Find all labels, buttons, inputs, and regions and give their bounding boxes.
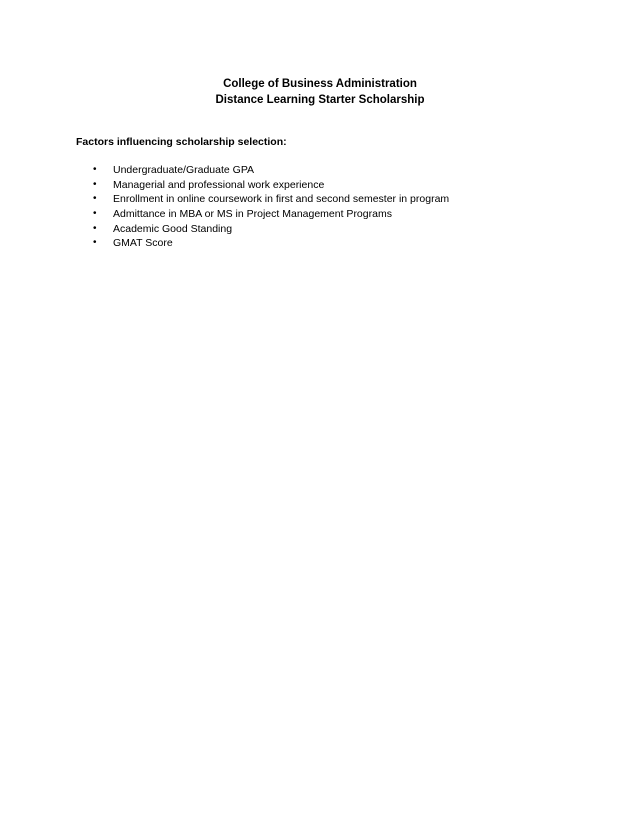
bullet-icon: • xyxy=(93,208,97,220)
factor-text: Managerial and professional work experience xyxy=(113,178,325,191)
list-item xyxy=(0,192,640,207)
factor-text: Enrollment in online coursework in first and second semester in program xyxy=(113,193,450,206)
title-line-college: College of Business Administration xyxy=(223,78,417,90)
section-heading: Factors influencing scholarship selection: xyxy=(76,136,287,148)
title-line-scholarship: Distance Learning Starter Scholarship xyxy=(215,94,425,106)
list-item xyxy=(0,207,640,222)
factor-text: Undergraduate/Graduate GPA xyxy=(113,164,255,176)
factor-text: GMAT Score xyxy=(113,237,173,250)
list-item xyxy=(0,178,640,193)
bullet-icon: • xyxy=(93,222,97,234)
factor-text: Academic Good Standing xyxy=(113,222,233,235)
list-item xyxy=(0,236,640,251)
bullet-icon: • xyxy=(93,237,97,249)
factor-list xyxy=(0,163,640,251)
list-item xyxy=(0,222,640,237)
bullet-icon: • xyxy=(93,164,97,175)
bullet-icon: • xyxy=(93,193,97,205)
list-item xyxy=(0,163,640,178)
factor-text: Admittance in MBA or MS in Project Management Programs xyxy=(113,208,392,221)
bullet-icon: • xyxy=(93,178,97,190)
document-title xyxy=(0,76,640,108)
